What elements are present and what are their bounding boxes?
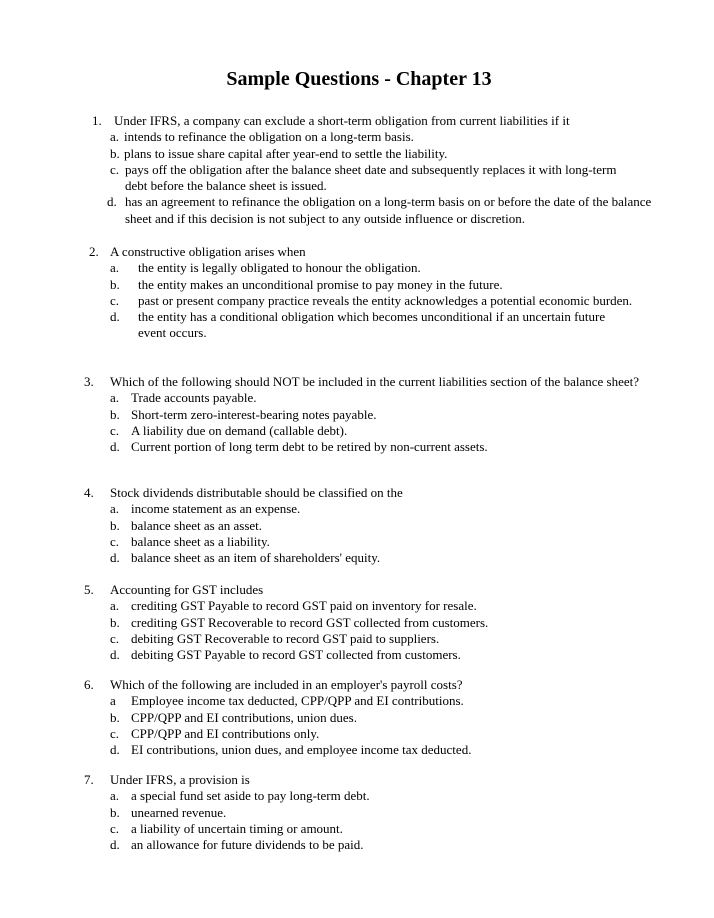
question-4 <box>84 485 684 566</box>
option-letter: d. <box>107 194 117 210</box>
option-text: unearned revenue. <box>131 804 227 820</box>
option-c <box>89 293 634 309</box>
option-d <box>89 309 618 342</box>
question-text: Which of the following are included in an employer's payroll costs? <box>110 677 463 692</box>
option-text: the entity has a conditional obligation which becomes unconditional if an uncertain future event occurs. <box>138 309 606 341</box>
option-letter: c. <box>110 725 120 741</box>
question-text: A constructive obligation arises when <box>110 244 306 259</box>
option-text: plans to issue share capital after year-end to settle the liability. <box>124 145 448 161</box>
question-2 <box>89 244 649 342</box>
question-number: 5. <box>84 582 94 597</box>
option-d <box>84 439 664 455</box>
option-text: intends to refinance the obligation on a long-term basis. <box>124 129 414 145</box>
option-text: the entity makes an unconditional promise to pay money in the future. <box>138 276 503 292</box>
option-letter: a <box>110 693 116 709</box>
option-text: has an agreement to refinance the obligation on a long-term basis on or before the date of the balance sheet and if this decision is not subject to any outside influence or discretion. <box>125 194 652 226</box>
option-letter: a. <box>110 129 120 145</box>
option-text: a special fund set aside to pay long-term debt. <box>131 788 370 804</box>
option-letter: d. <box>110 550 120 566</box>
option-letter: d. <box>110 647 120 663</box>
option-letter: a. <box>110 598 120 614</box>
option-text: crediting GST Payable to record GST paid on inventory for resale. <box>131 598 477 614</box>
option-text: crediting GST Recoverable to record GST collected from customers. <box>131 614 489 630</box>
option-letter: a. <box>110 501 120 517</box>
question-5 <box>84 582 684 663</box>
option-letter: a. <box>110 260 120 276</box>
question-3 <box>84 374 664 455</box>
option-d <box>92 194 652 227</box>
option-letter: d. <box>110 742 120 758</box>
option-b <box>84 710 684 726</box>
option-c <box>84 423 664 439</box>
option-letter: c. <box>110 533 120 549</box>
option-b <box>89 277 649 293</box>
option-c <box>84 631 684 647</box>
option-letter: b. <box>110 804 120 820</box>
option-a <box>84 390 664 406</box>
question-6 <box>84 677 684 758</box>
question-number: 3. <box>84 374 94 389</box>
option-c <box>84 821 684 837</box>
option-d <box>84 837 684 853</box>
option-letter: c. <box>110 292 120 308</box>
option-text: an allowance for future dividends to be paid. <box>131 837 364 853</box>
option-text: balance sheet as an item of shareholders' equity. <box>131 550 381 566</box>
option-b <box>92 146 662 162</box>
option-letter: b. <box>110 406 120 422</box>
option-text: the entity is legally obligated to honour the obligation. <box>138 260 421 276</box>
option-a <box>92 129 662 145</box>
option-d <box>84 742 684 758</box>
option-b <box>84 615 684 631</box>
option-a <box>84 693 684 709</box>
option-c <box>84 726 684 742</box>
option-c <box>84 534 684 550</box>
question-number: 2. <box>89 244 99 259</box>
option-letter: b. <box>110 145 120 161</box>
question-text: Under IFRS, a company can exclude a short-term obligation from current liabilities if it <box>114 113 570 128</box>
option-text: debiting GST Recoverable to record GST paid to suppliers. <box>131 630 440 646</box>
option-text: income statement as an expense. <box>131 501 301 517</box>
option-text: debiting GST Payable to record GST collected from customers. <box>131 647 461 663</box>
option-letter: b. <box>110 614 120 630</box>
option-text: balance sheet as a liability. <box>131 533 270 549</box>
option-b <box>84 518 684 534</box>
option-text: Short-term zero-interest-bearing notes payable. <box>131 406 377 422</box>
question-text: Under IFRS, a provision is <box>110 772 250 787</box>
option-a <box>89 260 649 276</box>
option-letter: b. <box>110 709 120 725</box>
option-letter: b. <box>110 276 120 292</box>
option-text: Current portion of long term debt to be retired by non-current assets. <box>131 439 488 455</box>
option-text: past or present company practice reveals the entity acknowledges a potential economic burden. <box>138 292 633 308</box>
option-letter: c. <box>110 820 120 836</box>
option-letter: d. <box>110 439 120 455</box>
option-letter: c. <box>110 630 120 646</box>
option-letter: d. <box>110 837 120 853</box>
question-text: Which of the following should NOT be included in the current liabilities section of the balance sheet? <box>110 374 639 389</box>
option-text: CPP/QPP and EI contributions only. <box>131 725 320 741</box>
option-text: a liability of uncertain timing or amount. <box>131 820 343 836</box>
option-a <box>84 501 684 517</box>
option-letter: a. <box>110 788 120 804</box>
option-a <box>84 788 684 804</box>
option-text: Employee income tax deducted, CPP/QPP and EI contributions. <box>131 693 464 709</box>
option-letter: a. <box>110 390 120 406</box>
option-d <box>84 647 684 663</box>
option-text: pays off the obligation after the balance sheet date and subsequently replaces it with long-term debt before the balance sheet is issued. <box>125 161 617 194</box>
option-letter: b. <box>110 517 120 533</box>
question-number: 4. <box>84 485 94 500</box>
question-number: 1. <box>92 113 102 128</box>
option-letter: d. <box>110 309 120 325</box>
option-b <box>84 407 664 423</box>
question-7 <box>84 772 684 853</box>
option-b <box>84 805 684 821</box>
option-letter: c. <box>110 422 120 438</box>
option-a <box>84 598 684 614</box>
option-c <box>92 162 640 195</box>
page-title: Sample Questions - Chapter 13 <box>226 68 492 90</box>
option-text: CPP/QPP and EI contributions, union dues. <box>131 709 357 725</box>
question-number: 7. <box>84 772 94 787</box>
question-1 <box>92 113 662 227</box>
question-number: 6. <box>84 677 94 692</box>
option-text: EI contributions, union dues, and employee income tax deducted. <box>131 742 472 758</box>
option-text: A liability due on demand (callable debt). <box>131 422 348 438</box>
option-text: balance sheet as an asset. <box>131 517 263 533</box>
question-text: Stock dividends distributable should be classified on the <box>110 485 403 500</box>
option-text: Trade accounts payable. <box>131 390 257 406</box>
option-letter: c. <box>110 161 120 177</box>
question-text: Accounting for GST includes <box>110 582 264 597</box>
option-d <box>84 550 684 566</box>
